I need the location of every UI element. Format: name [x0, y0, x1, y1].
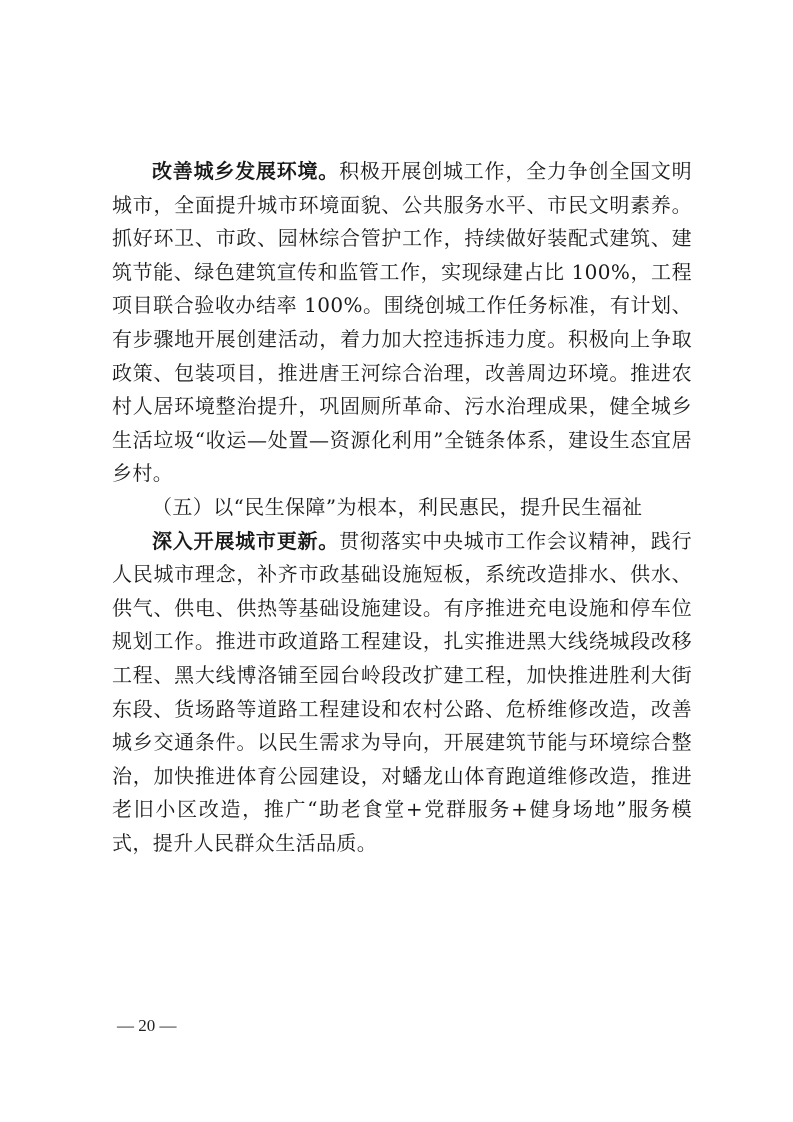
paragraph-text: 贯彻落实中央城市工作会议精神，践行人民城市理念，补齐市政基础设施短板，系统改造排水、供水、供气、供电、供热等基础设施建设。有序推进充电设施和停车位规划工作。推进市政道路工程建设，扎实推进黑大线绕城段改移工程、黑大线博洛铺至园台岭段改扩建工程，加快推进胜利大街东段、货场路等道路工程建设和农村公路、危桥维修改造，改善城乡交通条件。以民生需求为导向，开展建筑节能与环境综合整治，加快推进体育公园建设，对蟠龙山体育跑道维修改造，推进老旧小区改造，推广“助老食堂+党群服务+健身场地”服务模式，提升人民群众生活品质。	[112, 528, 692, 855]
paragraph-lead: 深入开展城市更新。	[152, 528, 340, 553]
page-number: — 20 —	[117, 1016, 177, 1035]
document-body	[112, 155, 692, 860]
paragraph-text: 积极开展创城工作，全力争创全国文明城市，全面提升城市环境面貌、公共服务水平、市民文明素养。抓好环卫、市政、园林综合管护工作，持续做好装配式建筑、建筑节能、绿色建筑宣传和监管工作，实现绿建占比 100%，工程项目联合验收办结率 100%。围绕创城工作任务标准，有计划、有步骤地开展创建活动，着力加大控违拆违力度。积极向上争取政策、包装项目，推进唐王河综合治理，改善周边环境。推进农村人居环境整治提升，巩固厕所革命、污水治理成果，健全城乡生活垃圾“收运—处置—资源化利用”全链条体系，建设生态宜居乡村。	[112, 159, 692, 486]
section-subheading: （五）以“民生保障”为根本，利民惠民，提升民生福祉	[152, 494, 643, 519]
paragraph-urban-renewal	[112, 525, 692, 861]
paragraph-lead: 改善城乡发展环境。	[152, 159, 340, 183]
paragraph-urban-rural-environment	[112, 155, 692, 491]
